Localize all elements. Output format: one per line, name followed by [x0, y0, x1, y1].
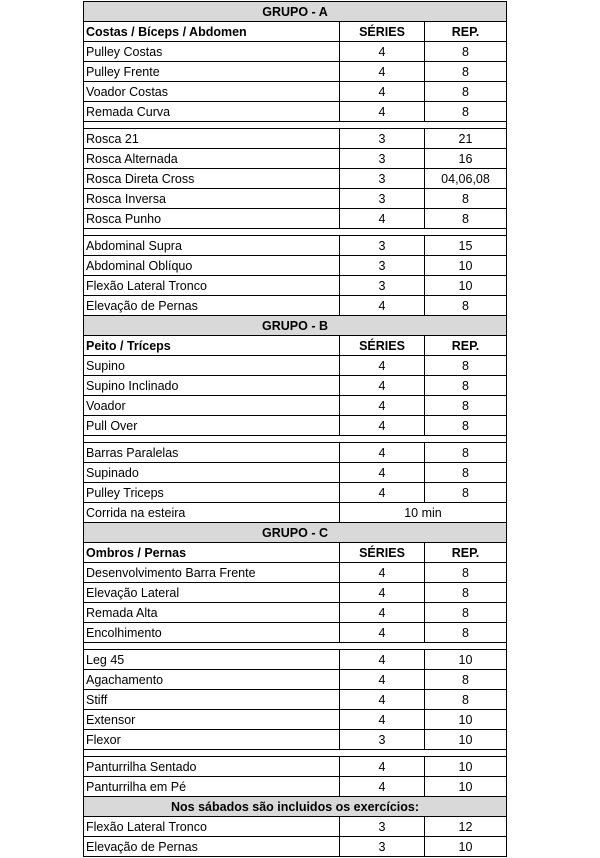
exercise-row — [84, 563, 507, 583]
reps-header: REP. — [425, 22, 507, 42]
exercise-reps: 10 — [425, 256, 507, 276]
exercise-series: 4 — [340, 396, 425, 416]
spacer-row — [84, 436, 507, 443]
exercise-series: 4 — [340, 563, 425, 583]
exercise-reps: 8 — [425, 443, 507, 463]
exercise-series: 4 — [340, 670, 425, 690]
exercise-name: Elevação de Pernas — [84, 296, 340, 316]
column-header-row — [84, 336, 507, 356]
reps-header: REP. — [425, 336, 507, 356]
exercise-series: 4 — [340, 483, 425, 503]
exercise-series: 4 — [340, 42, 425, 62]
exercise-name: Panturrilha Sentado — [84, 757, 340, 777]
exercise-series: 3 — [340, 730, 425, 750]
exercise-row — [84, 710, 507, 730]
exercise-row — [84, 209, 507, 229]
exercise-row — [84, 670, 507, 690]
exercise-row — [84, 730, 507, 750]
exercise-name: Voador Costas — [84, 82, 340, 102]
cardio-row — [84, 503, 507, 523]
exercise-reps: 8 — [425, 82, 507, 102]
exercise-name: Agachamento — [84, 670, 340, 690]
saturday-title: Nos sábados são incluidos os exercícios: — [84, 797, 507, 817]
column-header-row — [84, 543, 507, 563]
exercise-reps: 16 — [425, 149, 507, 169]
exercise-name: Extensor — [84, 710, 340, 730]
exercise-reps: 8 — [425, 483, 507, 503]
exercise-name: Pulley Costas — [84, 42, 340, 62]
exercise-row — [84, 42, 507, 62]
exercise-name: Elevação Lateral — [84, 583, 340, 603]
exercise-name: Remada Alta — [84, 603, 340, 623]
exercise-name: Flexor — [84, 730, 340, 750]
cardio-duration: 10 min — [340, 503, 507, 523]
exercise-reps: 10 — [425, 777, 507, 797]
exercise-reps: 8 — [425, 102, 507, 122]
column-header-row — [84, 22, 507, 42]
spacer-cell — [84, 750, 507, 757]
group-title-row — [84, 2, 507, 22]
exercise-reps: 12 — [425, 817, 507, 837]
series-header: SÉRIES — [340, 543, 425, 563]
exercise-row — [84, 583, 507, 603]
exercise-row — [84, 82, 507, 102]
exercise-reps: 8 — [425, 670, 507, 690]
group-title: GRUPO - A — [84, 2, 507, 22]
exercise-series: 4 — [340, 710, 425, 730]
exercise-name: Rosca 21 — [84, 129, 340, 149]
group-title: GRUPO - B — [84, 316, 507, 336]
exercise-name: Pull Over — [84, 416, 340, 436]
exercise-reps: 10 — [425, 837, 507, 857]
spacer-row — [84, 750, 507, 757]
spacer-cell — [84, 122, 507, 129]
muscle-group-label: Costas / Bíceps / Abdomen — [84, 22, 340, 42]
exercise-name: Rosca Alternada — [84, 149, 340, 169]
series-header: SÉRIES — [340, 22, 425, 42]
exercise-series: 4 — [340, 603, 425, 623]
reps-header: REP. — [425, 543, 507, 563]
exercise-reps: 8 — [425, 376, 507, 396]
exercise-row — [84, 817, 507, 837]
workout-table-body — [84, 2, 507, 857]
exercise-series: 4 — [340, 757, 425, 777]
exercise-row — [84, 650, 507, 670]
exercise-reps: 8 — [425, 356, 507, 376]
exercise-series: 3 — [340, 256, 425, 276]
exercise-series: 3 — [340, 837, 425, 857]
exercise-series: 3 — [340, 169, 425, 189]
cardio-name: Corrida na esteira — [84, 503, 340, 523]
exercise-reps: 8 — [425, 396, 507, 416]
exercise-reps: 10 — [425, 730, 507, 750]
exercise-name: Elevação de Pernas — [84, 837, 340, 857]
exercise-reps: 21 — [425, 129, 507, 149]
exercise-row — [84, 256, 507, 276]
series-header: SÉRIES — [340, 336, 425, 356]
exercise-row — [84, 463, 507, 483]
group-title-row — [84, 523, 507, 543]
saturday-title-row — [84, 797, 507, 817]
exercise-row — [84, 416, 507, 436]
group-title-row — [84, 316, 507, 336]
exercise-series: 3 — [340, 276, 425, 296]
exercise-reps: 8 — [425, 416, 507, 436]
exercise-series: 3 — [340, 189, 425, 209]
exercise-name: Panturrilha em Pé — [84, 777, 340, 797]
exercise-name: Pulley Frente — [84, 62, 340, 82]
exercise-reps: 8 — [425, 623, 507, 643]
exercise-name: Supino Inclinado — [84, 376, 340, 396]
exercise-row — [84, 296, 507, 316]
exercise-row — [84, 276, 507, 296]
exercise-name: Encolhimento — [84, 623, 340, 643]
exercise-name: Abdominal Oblíquo — [84, 256, 340, 276]
exercise-series: 4 — [340, 443, 425, 463]
exercise-reps: 15 — [425, 236, 507, 256]
exercise-name: Flexão Lateral Tronco — [84, 817, 340, 837]
spacer-cell — [84, 643, 507, 650]
exercise-series: 4 — [340, 583, 425, 603]
exercise-name: Voador — [84, 396, 340, 416]
exercise-row — [84, 757, 507, 777]
exercise-row — [84, 356, 507, 376]
exercise-series: 4 — [340, 463, 425, 483]
exercise-name: Stiff — [84, 690, 340, 710]
exercise-name: Rosca Punho — [84, 209, 340, 229]
exercise-row — [84, 443, 507, 463]
exercise-row — [84, 837, 507, 857]
exercise-series: 4 — [340, 690, 425, 710]
exercise-reps: 8 — [425, 603, 507, 623]
exercise-name: Barras Paralelas — [84, 443, 340, 463]
exercise-row — [84, 396, 507, 416]
exercise-name: Leg 45 — [84, 650, 340, 670]
exercise-series: 4 — [340, 209, 425, 229]
exercise-row — [84, 189, 507, 209]
exercise-series: 3 — [340, 236, 425, 256]
workout-table — [83, 1, 507, 857]
exercise-series: 4 — [340, 376, 425, 396]
muscle-group-label: Peito / Tríceps — [84, 336, 340, 356]
exercise-reps: 8 — [425, 189, 507, 209]
exercise-name: Desenvolvimento Barra Frente — [84, 563, 340, 583]
exercise-reps: 8 — [425, 62, 507, 82]
exercise-reps: 8 — [425, 42, 507, 62]
exercise-name: Rosca Direta Cross — [84, 169, 340, 189]
exercise-name: Remada Curva — [84, 102, 340, 122]
spacer-cell — [84, 436, 507, 443]
exercise-row — [84, 129, 507, 149]
exercise-series: 4 — [340, 356, 425, 376]
exercise-series: 4 — [340, 623, 425, 643]
exercise-series: 4 — [340, 82, 425, 102]
exercise-name: Rosca Inversa — [84, 189, 340, 209]
group-title: GRUPO - C — [84, 523, 507, 543]
exercise-reps: 10 — [425, 757, 507, 777]
exercise-reps: 10 — [425, 650, 507, 670]
exercise-reps: 8 — [425, 209, 507, 229]
exercise-row — [84, 483, 507, 503]
exercise-reps: 10 — [425, 710, 507, 730]
exercise-reps: 8 — [425, 690, 507, 710]
exercise-series: 3 — [340, 817, 425, 837]
exercise-reps: 10 — [425, 276, 507, 296]
exercise-series: 4 — [340, 102, 425, 122]
exercise-reps: 8 — [425, 583, 507, 603]
spacer-row — [84, 122, 507, 129]
exercise-row — [84, 169, 507, 189]
spacer-row — [84, 229, 507, 236]
exercise-row — [84, 102, 507, 122]
exercise-series: 3 — [340, 149, 425, 169]
exercise-series: 4 — [340, 62, 425, 82]
exercise-reps: 04,06,08 — [425, 169, 507, 189]
exercise-row — [84, 236, 507, 256]
exercise-row — [84, 690, 507, 710]
exercise-series: 4 — [340, 416, 425, 436]
exercise-name: Supino — [84, 356, 340, 376]
exercise-row — [84, 149, 507, 169]
spacer-cell — [84, 229, 507, 236]
exercise-series: 4 — [340, 296, 425, 316]
exercise-name: Abdominal Supra — [84, 236, 340, 256]
exercise-reps: 8 — [425, 296, 507, 316]
exercise-reps: 8 — [425, 463, 507, 483]
exercise-row — [84, 777, 507, 797]
exercise-series: 3 — [340, 129, 425, 149]
exercise-name: Pulley Triceps — [84, 483, 340, 503]
exercise-name: Flexão Lateral Tronco — [84, 276, 340, 296]
spacer-row — [84, 643, 507, 650]
exercise-reps: 8 — [425, 563, 507, 583]
exercise-row — [84, 623, 507, 643]
exercise-row — [84, 603, 507, 623]
exercise-name: Supinado — [84, 463, 340, 483]
exercise-series: 4 — [340, 777, 425, 797]
exercise-series: 4 — [340, 650, 425, 670]
muscle-group-label: Ombros / Pernas — [84, 543, 340, 563]
exercise-row — [84, 62, 507, 82]
exercise-row — [84, 376, 507, 396]
